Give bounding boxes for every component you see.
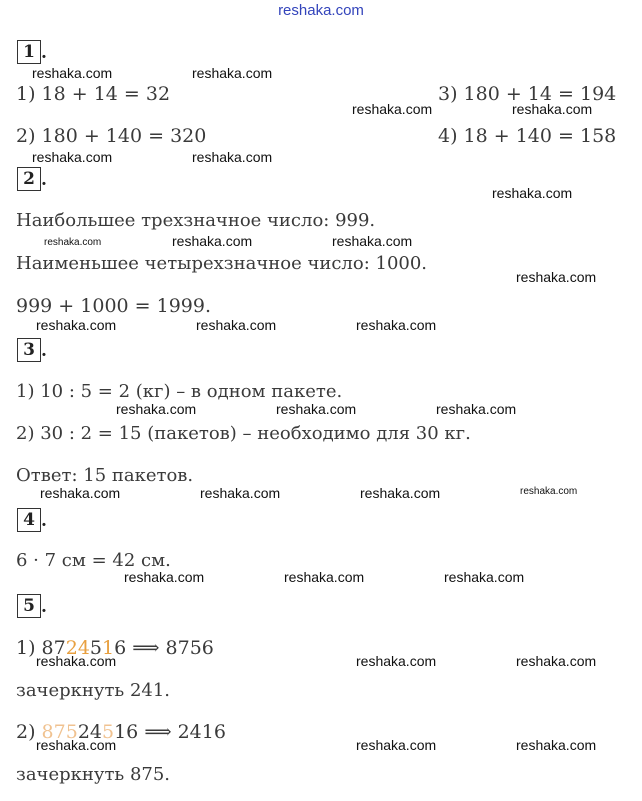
- task-5-item-1-digits-kept-2: 5: [89, 637, 103, 659]
- watermark: reshaka.com: [352, 101, 433, 117]
- task-2-dot: .: [41, 170, 47, 190]
- task-5-item-1-digits-crossed-2: 1: [102, 637, 115, 659]
- task-5-item-1-prefix: 1): [16, 637, 42, 659]
- watermark: reshaka.com: [36, 653, 117, 669]
- task-3-answer: Ответ: 15 пакетов.: [16, 465, 194, 486]
- watermark: reshaka.com: [332, 233, 413, 249]
- task-5-item-1-digits-crossed-1: 24: [65, 637, 90, 659]
- watermark: reshaka.com: [196, 317, 277, 333]
- task-5-item-1-note: зачеркнуть 241.: [16, 680, 171, 701]
- task-3-line-2: 2) 30 : 2 = 15 (пакетов) – необходимо для 30 кг.: [16, 423, 471, 444]
- watermark: reshaka.com: [32, 65, 113, 81]
- task-1-item-4: 4) 18 + 140 = 158: [438, 125, 617, 147]
- task-4-number: 4: [17, 508, 41, 532]
- watermark: reshaka.com: [516, 653, 597, 669]
- task-2-number: 2: [17, 167, 41, 191]
- task-2-line-1: Наибольшее трехзначное число: 999.: [16, 210, 376, 231]
- watermark: reshaka.com: [124, 569, 205, 585]
- watermark: reshaka.com: [200, 485, 281, 501]
- watermark: reshaka.com: [116, 401, 197, 417]
- watermark: reshaka.com: [192, 149, 273, 165]
- task-5-item-2-result: ⟹ 2416: [138, 721, 226, 743]
- task-5-item-2-digits-crossed: 875: [41, 721, 78, 743]
- watermark: reshaka.com: [192, 65, 273, 81]
- task-1-item-2: 2) 180 + 140 = 320: [16, 125, 207, 147]
- watermark: reshaka.com: [512, 101, 593, 117]
- watermark: reshaka.com: [520, 486, 578, 497]
- task-1-dot: .: [41, 43, 47, 63]
- watermark: reshaka.com: [436, 401, 517, 417]
- site-header[interactable]: reshaka.com: [278, 2, 364, 19]
- watermark: reshaka.com: [276, 401, 357, 417]
- task-5-item-2-note: зачеркнуть 875.: [16, 764, 171, 785]
- watermark: reshaka.com: [284, 569, 365, 585]
- task-3-dot: .: [41, 341, 47, 361]
- task-5-item-2-digits-kept-3: 16: [114, 721, 139, 743]
- watermark: reshaka.com: [40, 485, 121, 501]
- task-4-dot: .: [41, 511, 47, 531]
- watermark: reshaka.com: [516, 269, 597, 285]
- task-1-item-3: 3) 180 + 14 = 194: [438, 83, 617, 105]
- watermark: reshaka.com: [36, 737, 117, 753]
- task-1-number: 1: [17, 40, 41, 64]
- task-3-line-1: 1) 10 : 5 = 2 (кг) – в одном пакете.: [16, 381, 343, 402]
- watermark: reshaka.com: [356, 737, 437, 753]
- task-5-dot: .: [41, 597, 47, 617]
- task-5-item-2-digits-kept-2: 5: [102, 721, 115, 743]
- task-5-item-1-digits-kept-1: 87: [41, 637, 66, 659]
- task-1-item-1: 1) 18 + 14 = 32: [16, 83, 171, 105]
- task-5-item-1-result: ⟹ 8756: [126, 637, 214, 659]
- task-4-line-1: 6 · 7 см = 42 см.: [16, 550, 171, 571]
- watermark: reshaka.com: [172, 233, 253, 249]
- watermark: reshaka.com: [36, 317, 117, 333]
- watermark: reshaka.com: [516, 737, 597, 753]
- watermark: reshaka.com: [44, 237, 102, 248]
- watermark: reshaka.com: [32, 149, 113, 165]
- task-2-line-2: Наименьшее четырехзначное число: 1000.: [16, 253, 428, 274]
- watermark: reshaka.com: [356, 317, 437, 333]
- task-5-item-1-digits-kept-3: 6: [114, 637, 127, 659]
- task-5-item-2-prefix: 2): [16, 721, 42, 743]
- watermark: reshaka.com: [360, 485, 441, 501]
- watermark: reshaka.com: [492, 185, 573, 201]
- task-5-number: 5: [17, 594, 41, 618]
- watermark: reshaka.com: [444, 569, 525, 585]
- task-3-number: 3: [17, 338, 41, 362]
- task-5-item-2-digits-kept-1: 24: [77, 721, 102, 743]
- watermark: reshaka.com: [356, 653, 437, 669]
- task-2-line-3: 999 + 1000 = 1999.: [16, 295, 212, 317]
